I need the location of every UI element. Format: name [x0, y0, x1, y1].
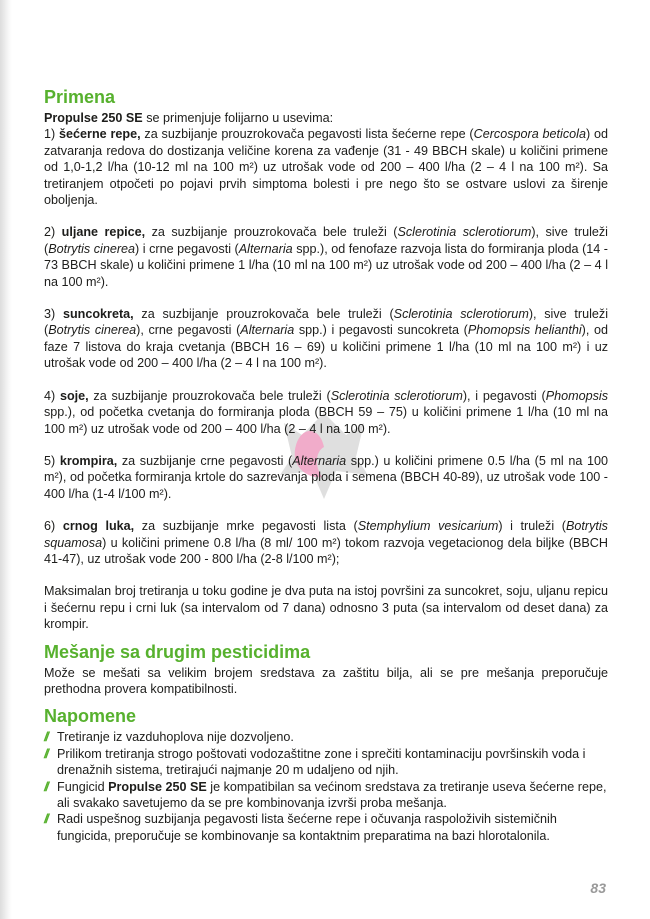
max-treatments-paragraph: Maksimalan broj tretiranja u toku godine je dva puta na istoj površini za suncokret, soju, uljanu repicu i šećernu repu i crni luk (sa intervalom od 7 dana) odnosno 3 puta (sa intervalom od deset dana) za krompir.: [44, 584, 608, 632]
crop-item-soybean: 4) soje, za suzbijanje prouzrokovača bele truleži (Sclerotinia sclerotiorum), i pegavosti (Phomopsis spp.), od početka cvetanja do formiranja ploda (BBCH 59 – 75) u količini primene 1 l/ha (10 ml na 100 m²) uz utrošak vode od 200 – 400 l/ha (2 – 4 l na 100 m²).: [44, 388, 608, 436]
note-marker-icon: //: [44, 812, 47, 827]
intro-paragraph: Propulse 250 SE se primenjuje folijarno u usevima:: [44, 111, 334, 125]
crop-item-oilseed-rape: 2) uljane repice, za suzbijanje prouzrokovača bele truleži (Sclerotinia sclerotiorum), sive truleži (Botrytis cinerea) i crne pegavosti (Alternaria spp.), od fenofaze razvoja lista do formiranja ploda (14 - 73 BBCH skale) u količini primene 1 l/ha (10 ml na 100 m²) uz utrošak vode od 200 – 400 l/ha (2 – 4 l na 100 m²).: [44, 225, 609, 289]
page-shadow-edge: [0, 0, 12, 919]
note-item: // Radi uspešnog suzbijanja pegavosti lista šećerne repe i očuvanja raspoloživih sistemičnih fungicida, preporučuje se kombinovanje sa kontaktnim preparatima na bazi hlorotalonila.: [44, 812, 557, 843]
section-heading-napomene: Napomene: [44, 706, 137, 727]
crop-item-onion: 6) crnog luka, za suzbijanje mrke pegavosti lista (Stemphylium vesicarium) i truleži (Botrytis squamosa) u količini primene 0.8 l/ha (8 ml/ 100 m²) tokom razvoja vegetacionog dela biljke (BBCH 41-47), uz utrošak vode 200 - 800 l/ha (2-8 l/100 m²);: [44, 519, 608, 566]
section-heading-mesanje: Mešanje sa drugim pesticidima: [44, 641, 311, 662]
page-number: 83: [590, 880, 606, 896]
crop-item-sugar-beet: 1) šećerne repe, za suzbijanje prouzrokovača pegavosti lista šećerne repe (Cercospora beticola) od zatvaranja redova do dostizanja veličine korena za vađenje (31 - 49 BBCH skale) u količini primene od 1,0-1,2 l/ha (10-12 ml na 100 m²) uz utrošak vode od 200 – 400 l/ha (2 – 4 l na 100 m²). Sa tretiranjem otpočeti po pojavi prvih simptoma bolesti i pre nego što se ostvare uslovi za širenje obolјenja.: [44, 127, 608, 208]
note-marker-icon: //: [44, 730, 47, 745]
note-item: // Fungicid Propulse 250 SE je kompatibilan sa većinom sredstava za tretiranje useva šećerne repe, ali svakako savetujemo da se pre kombinovanja izvrši proba mešanja.: [44, 779, 607, 810]
crop-item-potato: 5) krompira, za suzbijanje crne pegavosti (Alternaria spp.) u količini primene 0.5 l/ha (5 ml na 100 m²), od početka formiranja krtole do sazrevanja ploda i semena (BBCH 40-89), uz utrošak vode 100 - 400 l/ha (1-4 l/100 m²).: [44, 453, 608, 501]
page-content: [44, 86, 608, 844]
note-item: // Prilikom tretiranja strogo poštovati vodozaštitne zone i sprečiti kontaminaciju površinskih voda i drenažnih sistema, tretirajući najmanje 20 m udaljeno od njih.: [44, 746, 586, 778]
note-item: // Tretiranje iz vazduhoplova nije dozvoljeno.: [44, 730, 294, 745]
crop-item-sunflower: 3) suncokreta, za suzbijanje prouzrokovača bele truleži (Sclerotinia sclerotiorum), sive truleži (Botrytis cinerea), crne pegavosti (Alternaria spp.) i pegavosti suncokreta (Phomopsis helianthi), od faze 7 listova do kraja cvetanja (BBCH 16 – 69) u količini primene 1 l/ha (10 ml na 100 m²) i uz utrošak vode od 200 – 400 l/ha (2 – 4 l na 100 m²).: [44, 307, 608, 371]
section-heading-primena: Primena: [44, 87, 116, 107]
note-marker-icon: //: [44, 779, 47, 794]
notes-list: [44, 729, 608, 844]
mixing-paragraph: Može se mešati sa velikim brojem sredstava za zaštitu bilja, ali se pre mešanja preporučuje prethodna provera kompatibilnosti.: [44, 665, 608, 696]
note-marker-icon: //: [44, 746, 47, 761]
product-name: Propulse 250 SE: [44, 111, 143, 125]
